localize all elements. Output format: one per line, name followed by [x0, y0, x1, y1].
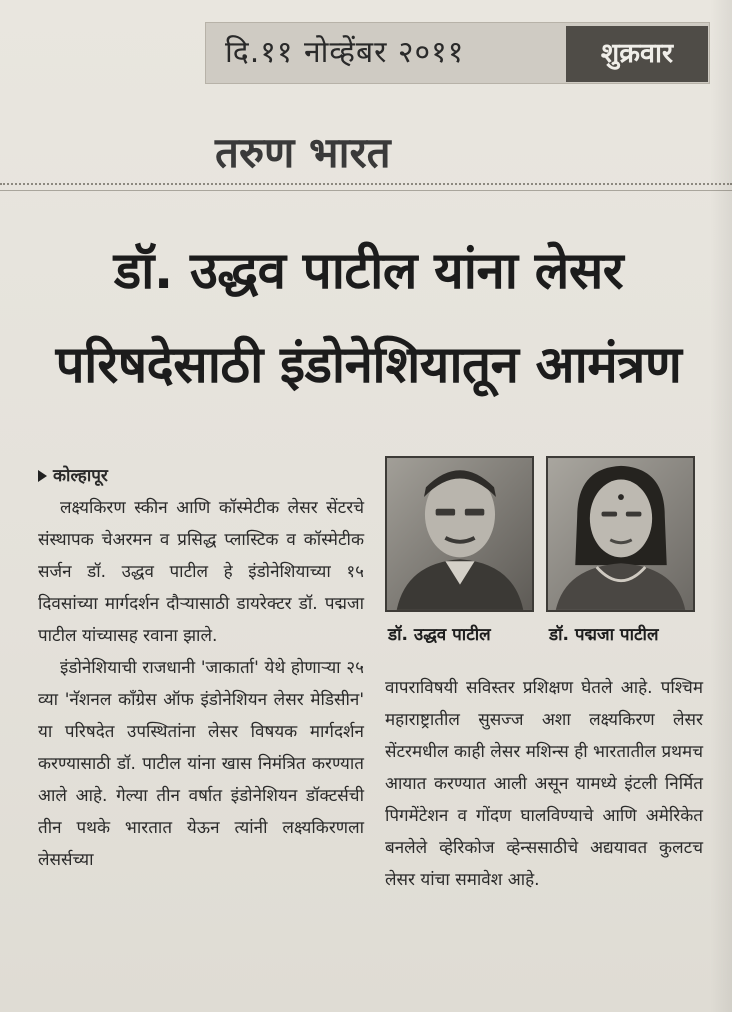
photo-caption-2: डॉ. पद्मजा पाटील: [549, 625, 659, 645]
photo-caption-1: डॉ. उद्धव पाटील: [388, 625, 491, 645]
triangle-bullet-icon: [38, 470, 47, 482]
paragraph-1: लक्ष्यकिरण स्कीन आणि कॉस्मेटीक लेसर सेंटरचे संस्थापक चेअरमन व प्रसिद्ध प्लास्टिक व कॉस्मेटीक सर्जन डॉ. उद्धव पाटील हे इंडोनेशियाच्या १५ दिवसांच्या मार्गदर्शन दौऱ्यासाठी डायरेक्टर डॉ. पद्मजा पाटील यांच्यासह रवाना झाले.: [38, 498, 364, 646]
header-divider: [0, 183, 732, 185]
portrait-photo-padmaja-patil: [546, 456, 695, 612]
header-divider-line: [0, 190, 732, 191]
weekday-badge: शुक्रवार: [566, 26, 708, 82]
paragraph-2: इंडोनेशियाची राजधानी 'जाकार्ता' येथे होणाऱ्या २५ व्या 'नॅशनल कॉंग्रेस ऑफ इंडोनेशियन लेसर मेडिसीन' या परिषदेत उपस्थितांना लेसर विषयक मार्गदर्शन करण्यासाठी डॉ. पाटील यांना खास निमंत्रित करण्यात आले आहे. गेल्या तीन वर्षात इंडोनेशियन डॉक्टर्सची तीन पथके भारतात येऊन त्यांनी लक्ष्यकिरणला लेसर्सच्या: [38, 658, 364, 870]
paragraph-3: वापराविषयी सविस्तर प्रशिक्षण घेतले आहे. पश्चिम महाराष्ट्रातील सुसज्ज अशा लक्ष्यकिरण लेसर सेंटरमधील काही लेसर मशिन्स ही भारतातील प्रथमच आयात करण्यात आली असून यामध्ये इंटली निर्मित पिगमेंटेशन व गोंदण घालविण्याचे आणि अमेरिकेत बनलेले व्हेरिकोज व्हेन्ससाठीचे अद्ययावत कुलटच लेसर यांचा समावेश आहे.: [385, 678, 703, 890]
headline-line-2: परिषदेसाठी इंडोनेशियातून आमंत्रण: [55, 336, 682, 395]
portrait-photo-udhav-patil: [385, 456, 534, 612]
article-headline: [36, 225, 701, 413]
page-edge-shadow: [710, 0, 732, 1012]
dateline: [38, 460, 364, 492]
issue-date: दि.११ नोव्हेंबर २०११: [225, 35, 465, 70]
article-column-right: [385, 672, 703, 896]
newspaper-name: तरुण भारत: [215, 128, 391, 177]
headline-line-1: डॉ. उद्धव पाटील यांना लेसर: [113, 242, 624, 301]
dateline-text: कोल्हापूर: [53, 466, 108, 486]
man-portrait-icon: [387, 458, 532, 610]
woman-portrait-icon: [548, 458, 693, 610]
article-column-left: [38, 460, 364, 876]
